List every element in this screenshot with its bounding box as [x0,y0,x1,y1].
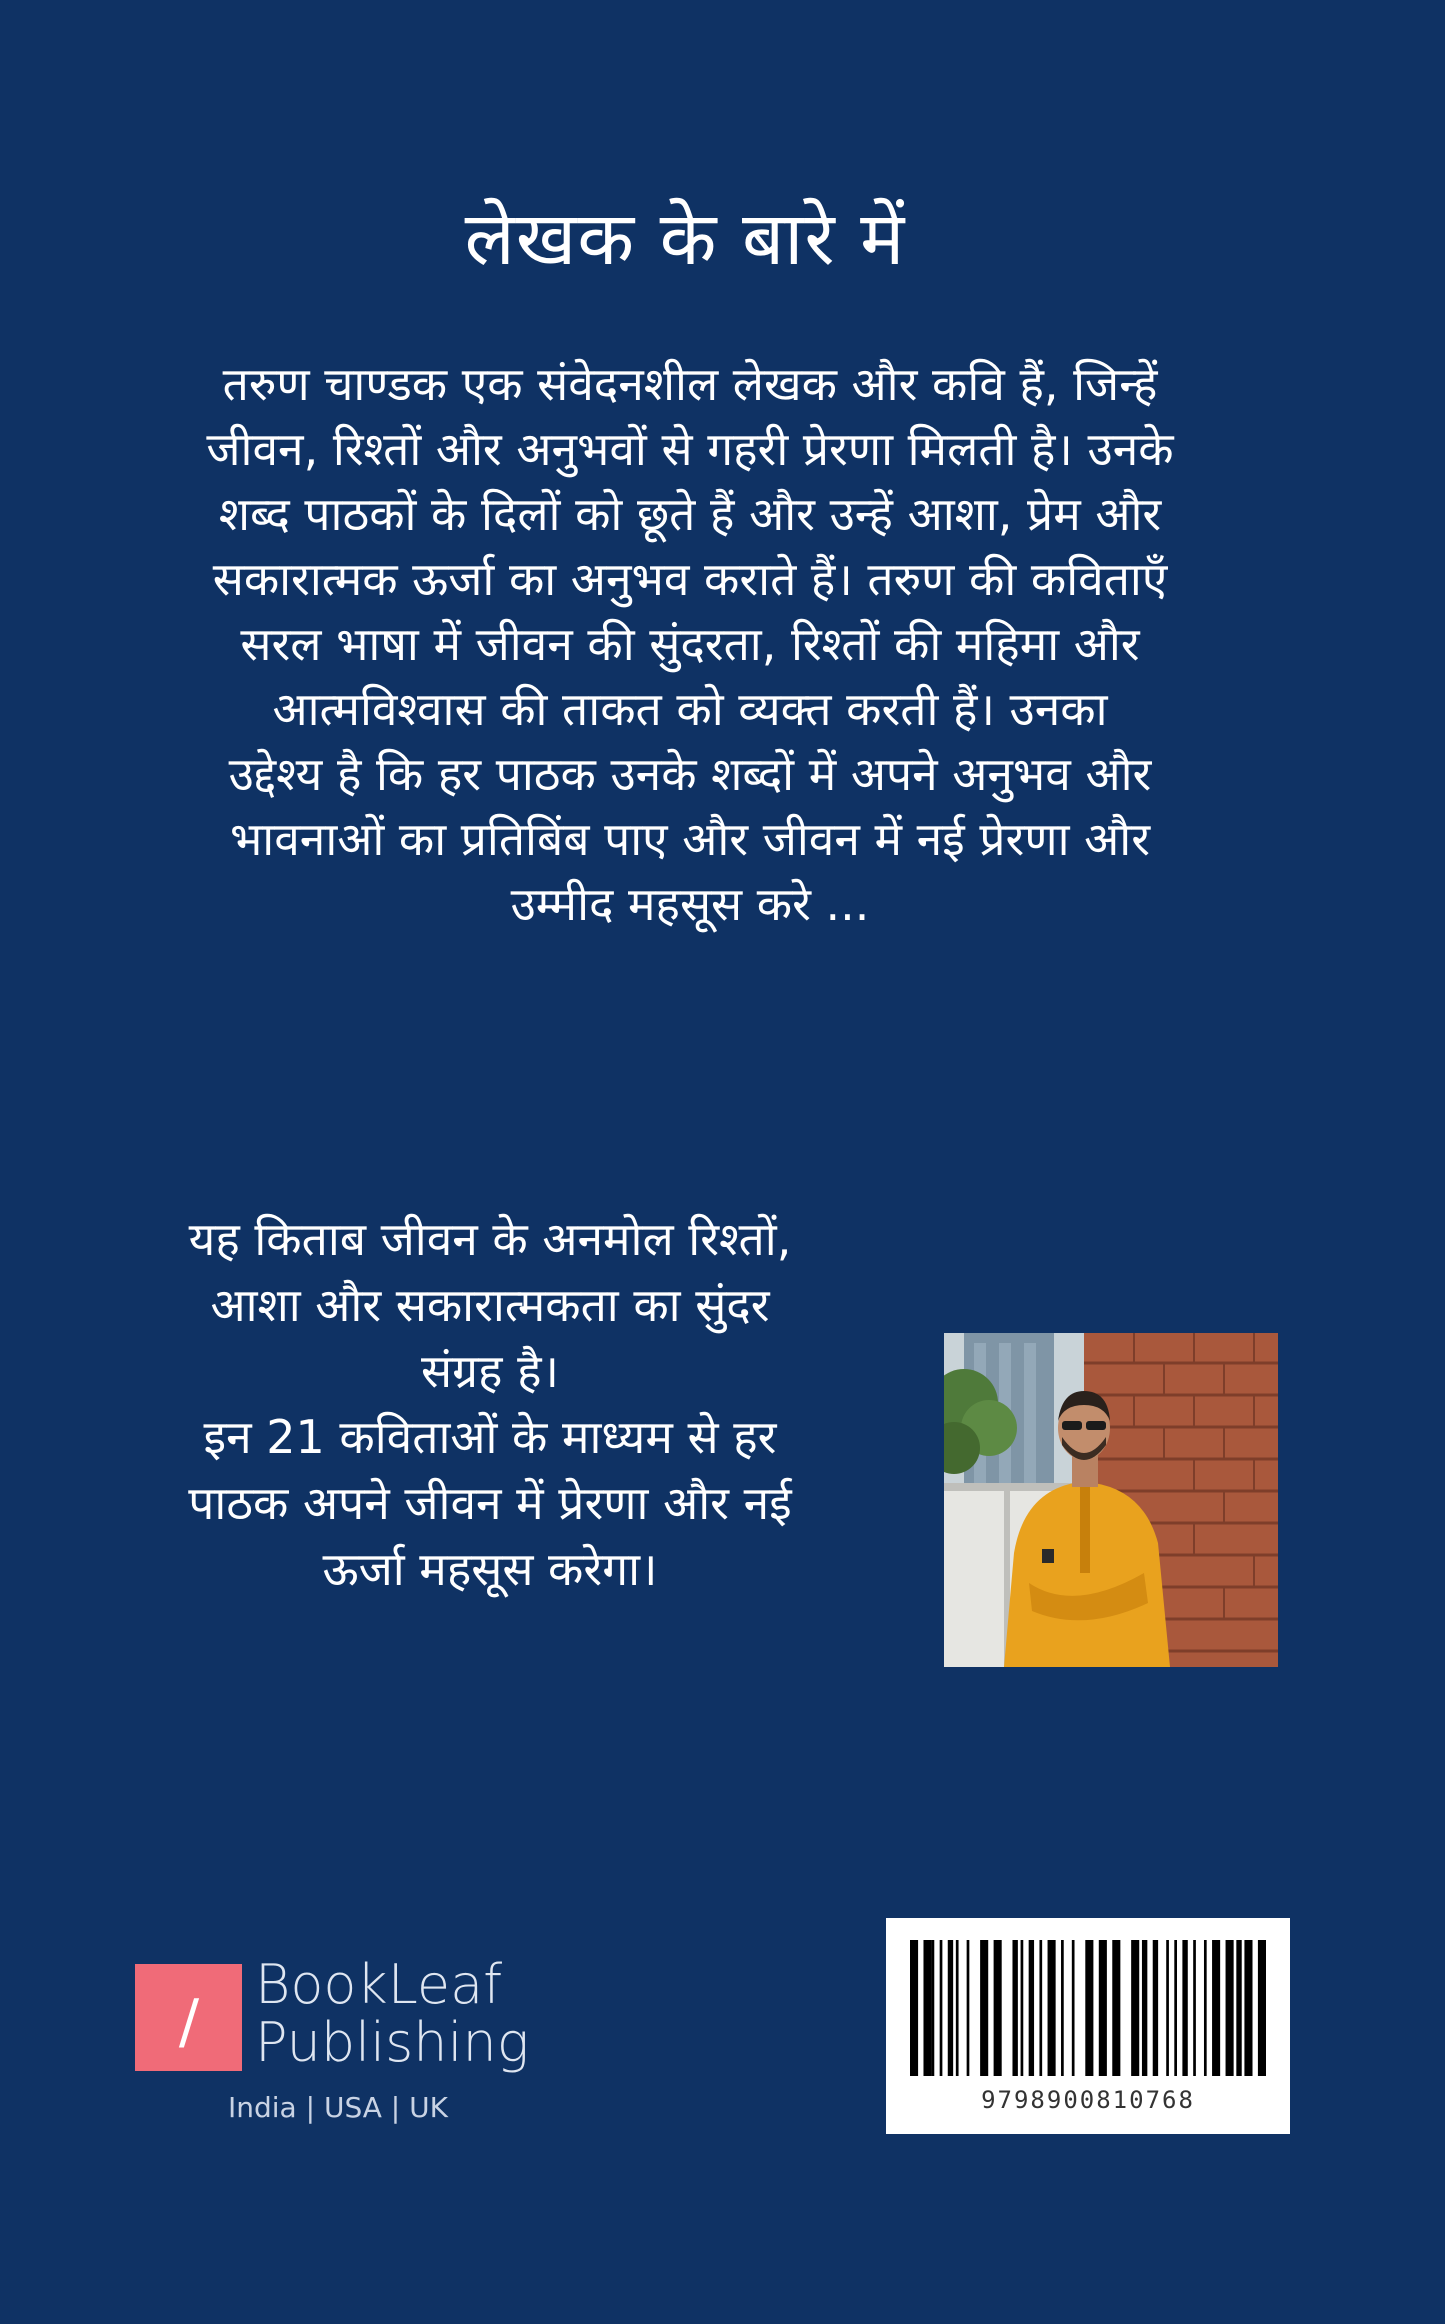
publisher-name-line1: BookLeaf [255,1953,503,2016]
barcode-bar [980,1940,988,2076]
barcode-bar [1258,1940,1266,2076]
author-bio-line: भावनाओं का प्रतिबिंब पाए और जीवन में नई प्रेरणा और [229,812,1151,866]
book-blurb-line: ऊर्जा महसूस करेगा। [322,1542,658,1596]
author-bio-line: जीवन, रिश्तों और अनुभवों से गहरी प्रेरणा मिलती है। उनके [206,422,1174,476]
book-blurb-line: पाठक अपने जीवन में प्रेरणा और नई [188,1476,792,1530]
barcode-bar [923,1940,931,2076]
barcode-bar [1029,1940,1034,2076]
book-blurb-line: आशा और सकारात्मकता का सुंदर [210,1278,770,1332]
barcode-bar [932,1940,935,2076]
barcode-bar [1226,1940,1234,2076]
barcode-bar [1012,1940,1017,2076]
author-bio-line: उद्देश्य है कि हर पाठक उनके शब्दों में अपने अनुभव और [228,747,1152,801]
author-bio-line: आत्मविश्वास की ताकत को व्यक्त करती हैं। उनका [272,682,1108,736]
barcode-bar [1099,1940,1107,2076]
author-bio-line: शब्द पाठकों के दिलों को छूते हैं और उन्हें आशा, प्रेम और [218,487,1162,541]
barcode-bar [1236,1940,1241,2076]
barcode-bar [1182,1940,1187,2076]
barcode-bar [1085,1940,1093,2076]
author-bio-line: तरुण चाण्डक एक संवेदनशील लेखक और कवि हैं, जिन्हें [222,357,1158,411]
isbn-barcode-image [906,1940,1270,2080]
publisher-name-line2: Publishing [255,2011,530,2074]
barcode-bar [1166,1940,1169,2076]
barcode-bar [1061,1940,1064,2076]
barcode-bar [1204,1940,1207,2076]
barcode-bar [1021,1940,1024,2076]
slash-icon: / [178,1987,200,2057]
barcode-bar [910,1940,918,2076]
book-blurb-line: इन 21 कविताओं के माध्यम से हर [203,1410,777,1464]
author-photo [944,1333,1278,1667]
barcode-bar [1112,1940,1120,2076]
barcode-bar [1174,1940,1177,2076]
barcode-bar [1039,1940,1042,2076]
barcode-bar [956,1940,959,2076]
author-photo-image [944,1333,1278,1667]
isbn-number: 9798900810768 [981,2086,1195,2114]
author-bio-line: सकारात्मक ऊर्जा का अनुभव कराते हैं। तरुण की कविताएँ [212,552,1168,606]
barcode-bar [1131,1940,1139,2076]
barcode-bar [1048,1940,1056,2076]
book-blurb-line: यह किताब जीवन के अनमोल रिश्तों, [188,1212,792,1266]
book-blurb [120,1206,860,1602]
barcode-bar [940,1940,943,2076]
barcode-bar [994,1940,1002,2076]
barcode-bar [1244,1940,1252,2076]
author-bio-line: उम्मीद महसूस करे ... [510,877,870,931]
book-blurb-line: संग्रह है। [421,1344,559,1398]
barcode-bar [1212,1940,1220,2076]
barcode-bar [948,1940,953,2076]
publisher-logo-mark [135,1964,242,2071]
barcode-bar [1072,1940,1075,2076]
barcode-bar [1153,1940,1158,2076]
barcode-bar [967,1940,970,2076]
isbn-barcode [886,1918,1290,2134]
publisher-logo [135,1953,555,2140]
publisher-regions: India | USA | UK [228,2091,448,2124]
page-title: लेखक के बारे में [464,196,906,282]
barcode-bar [1142,1940,1147,2076]
author-bio [140,352,1240,937]
barcode-bar [1193,1940,1196,2076]
author-bio-line: सरल भाषा में जीवन की सुंदरता, रिश्तों की महिमा और [240,617,1140,671]
